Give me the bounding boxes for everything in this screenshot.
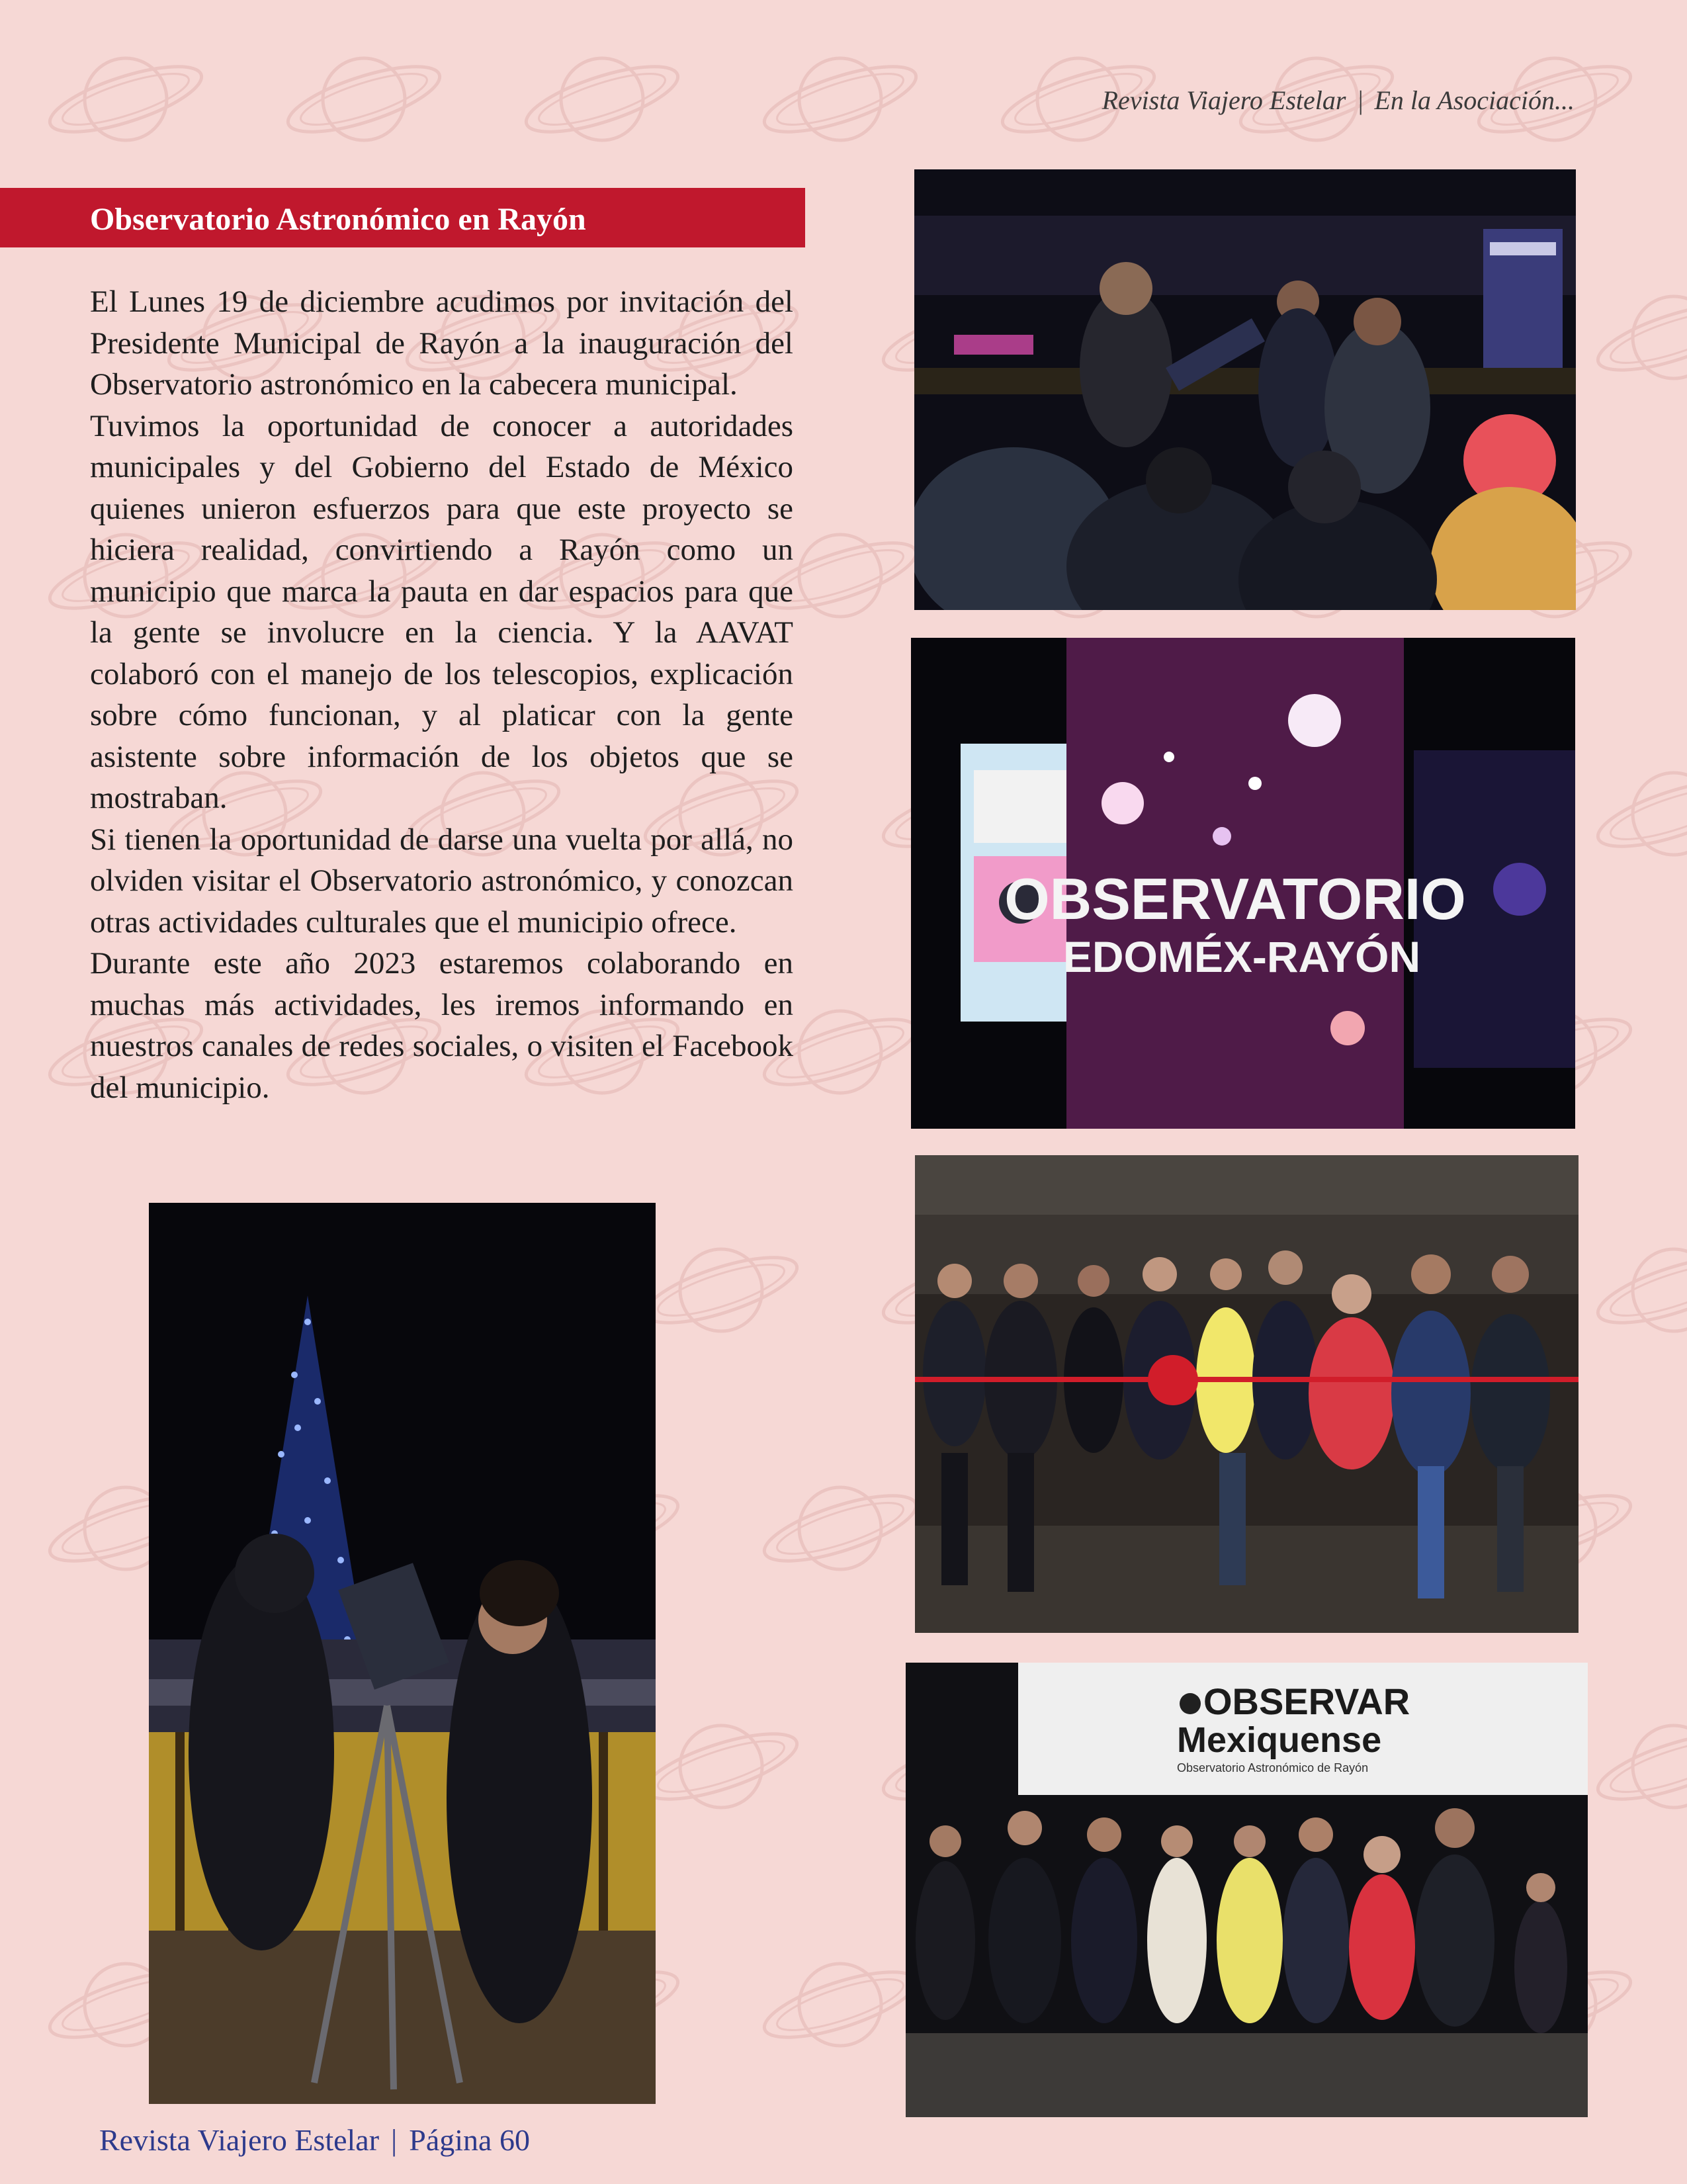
article-paragraph: Si tienen la oportunidad de darse una vuelta por allá, no olviden visitar el Observatorio astronómico, y conozcan otras actividades culturales que el municipio ofrece. (90, 822, 793, 939)
footer-magazine-name: Revista Viajero Estelar (99, 2123, 380, 2157)
footer-page-number: Página 60 (409, 2123, 530, 2157)
planet-watermark-icon (754, 26, 926, 172)
header-section-name: En la Asociación... (1374, 85, 1575, 115)
photo-ribbon-cutting (915, 1155, 1579, 1633)
banner-text-observatorio: OBSERVATORIO (1004, 866, 1466, 932)
photo-crowd-telescope-talk (914, 169, 1576, 610)
planet-watermark-icon (278, 26, 450, 172)
running-header: Revista Viajero Estelar | En la Asociación... (1102, 85, 1575, 115)
photo-telescope-christmas-tree (149, 1203, 656, 2104)
article-paragraph: Tuvimos la oportunidad de conocer a autoridades municipales y del Gobierno del Estado de México quienes unieron esfuerzos para que este proyecto se hiciera realidad, convirtiendo a Rayón como un municipio que marca la pauta en dar espacios para que la gente se involucre en la ciencia. Y la AAVAT colaboró con el manejo de los telescopios, explicación sobre cómo funcionan, y al platicar con la gente asistente sobre información de los objetos que se mostraban. (90, 408, 793, 815)
banner-text-edomex-rayon: EDOMÉX-RAYÓN (1062, 932, 1421, 981)
planet-watermark-icon (40, 26, 212, 172)
planet-watermark-icon (754, 1456, 926, 1601)
planet-watermark-icon (1588, 1694, 1687, 1839)
article-title: Observatorio Astronómico en Rayón (90, 202, 586, 237)
sign-text-mexiquense: Mexiquense (1177, 1720, 1382, 1760)
page-footer: Revista Viajero Estelar | Página 60 (99, 2123, 530, 2157)
planet-watermark-icon (635, 1217, 807, 1363)
planet-watermark-icon (754, 1932, 926, 2077)
article-paragraph: Durante este año 2023 estaremos colaborando en muchas más actividades, les iremos informando en nuestros canales de redes sociales, o visiten el Facebook del municipio. (90, 946, 793, 1105)
article-paragraph: El Lunes 19 de diciembre acudimos por invitación del Presidente Municipal de Rayón a la inauguración del Observatorio astronómico en la cabecera municipal. (90, 284, 793, 402)
sign-text-observar: OBSERVAR (1203, 1681, 1410, 1722)
photo-group-observar-sign (906, 1663, 1588, 2117)
sign-text-subtitle: Observatorio Astronómico de Rayón (1177, 1761, 1369, 1774)
section-title-bar (0, 188, 805, 247)
planet-watermark-icon (516, 26, 688, 172)
planet-watermark-icon (1588, 1217, 1687, 1363)
photo-observatory-banner (911, 638, 1575, 1129)
header-magazine-name: Revista Viajero Estelar (1102, 85, 1346, 115)
article-body (90, 281, 793, 1108)
planet-watermark-icon (1588, 265, 1687, 410)
planet-watermark-icon (1588, 741, 1687, 887)
planet-watermark-icon (635, 1694, 807, 1839)
